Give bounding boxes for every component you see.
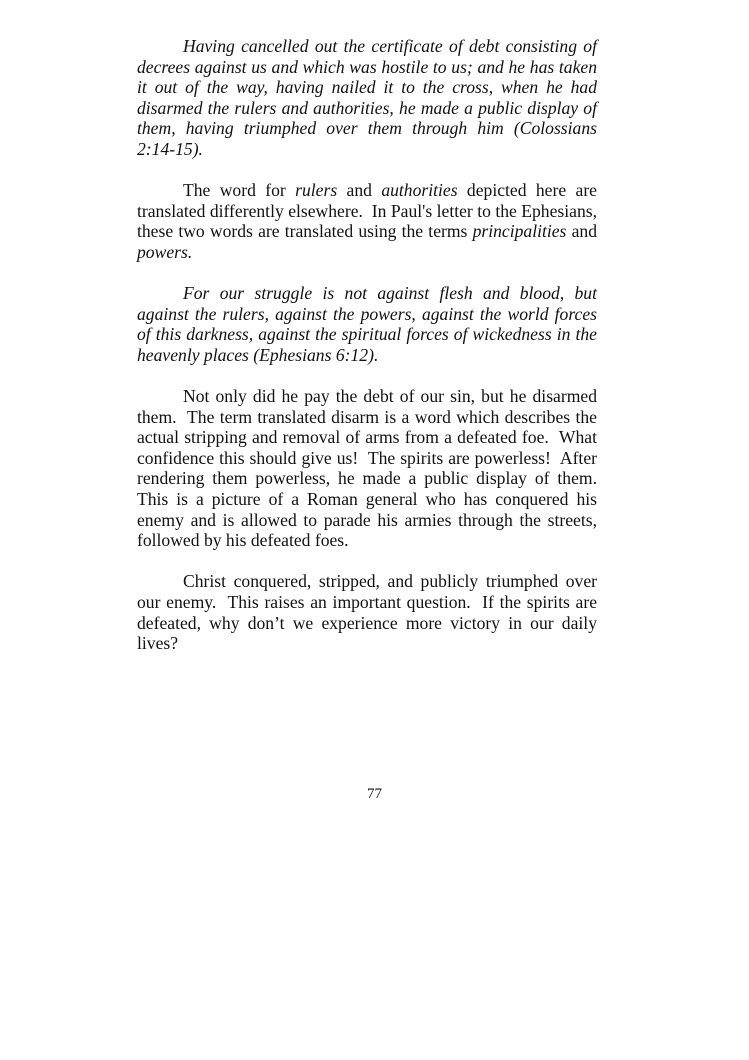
paragraph-christ-conquered — [137, 571, 597, 653]
quote-text: For our struggle is not against flesh and blood, but against the rulers, against the powers, against the world forces of this darkness, against the spiritual forces of wickedness in the heavenly places (Ephesians 6:12). — [137, 283, 597, 365]
emphasis-rulers: rulers — [295, 180, 338, 201]
text-segment: depicted here are translated differently elsewhere. In Paul's letter to the Ephesians, these two words are translated using the terms — [137, 180, 597, 242]
text-segment: and — [337, 180, 382, 201]
scripture-quote-ephesians — [137, 283, 597, 365]
emphasis-authorities: authorities — [381, 180, 458, 201]
text-segment: The word for — [183, 180, 296, 201]
scripture-quote-colossians — [137, 36, 597, 160]
text-segment: and — [566, 221, 597, 242]
paragraph-text: Not only did he pay the debt of our sin, but he disarmed them. The term translated disarm is a word which describes the actual stripping and removal of arms from a defeated foe. What confidence this should give us! The spirits are powerless! After rendering them powerless, he made a public display of them. This is a picture of a Roman general who has conquered his enemy and is allowed to parade his armies through the streets, followed by his defeated foes. — [137, 386, 597, 551]
paragraph-rulers-authorities — [137, 180, 597, 262]
paragraph-disarmed — [137, 386, 597, 551]
page-number: 77 — [367, 786, 382, 802]
page-body — [137, 36, 597, 654]
paragraph-text: Christ conquered, stripped, and publicly triumphed over our enemy. This raises an important question. If the spirits are defeated, why don’t we experience more victory in our daily lives? — [137, 571, 597, 654]
emphasis-principalities: principalities — [472, 221, 567, 242]
emphasis-powers: powers. — [137, 241, 193, 262]
quote-text: Having cancelled out the certificate of debt consisting of decrees against us and which was hostile to us; and he has taken it out of the way, having nailed it to the cross, when he had disarmed the rulers and authorities, he made a public display of them, having triumphed over them through him (Colossians 2:14-15). — [137, 36, 597, 159]
